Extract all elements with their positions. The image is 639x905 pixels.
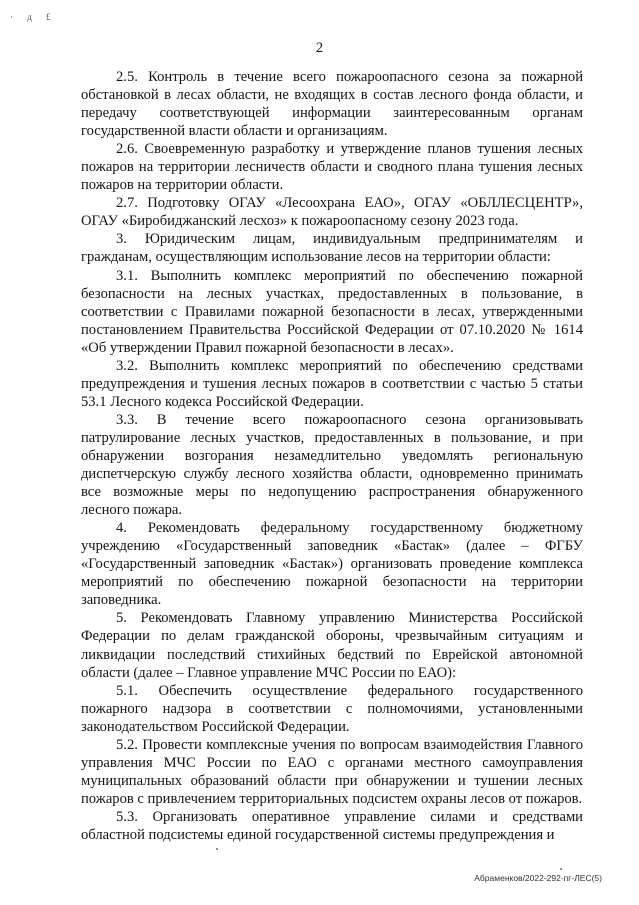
- scan-speck: [216, 848, 218, 850]
- page-number: 2: [315, 40, 324, 56]
- paragraph-5: 5. Рекомендовать Главному управлению Министерства Российской Федерации по делам гражданской обороны, чрезвычайным ситуациям и ликвидации последствий стихийных бедствий по Еврейской автономной области (далее – Главное управление МЧС России по ЕАО):: [81, 610, 583, 681]
- footer-document-reference: Абраменков/2022-292-пг-ЛЕС(5): [474, 873, 602, 883]
- paragraph-3-1: 3.1. Выполнить комплекс мероприятий по обеспечению пожарной безопасности на лесных участках, предоставленных в пользование, в соответствии с Правилами пожарной безопасности в лесах, утвержденными постановлением Правительства Российской Федерации от 07.10.2020 № 1614 «Об утверждении Правил пожарной безопасности в лесах».: [81, 267, 583, 356]
- paragraph-3-2: 3.2. Выполнить комплекс мероприятий по обеспечению средствами предупреждения и тушения лесных пожаров в соответствии с частью 5 статьи 53.1 Лесного кодекса Российской Федерации.: [81, 357, 583, 410]
- paragraph-2-5: 2.5. Контроль в течение всего пожароопасного сезона за пожарной обстановкой в лесах области, не входящих в состав лесного фонда области, и передачу соответствующей информации заинтересованным органам государственной власти области и организациям.: [81, 69, 583, 140]
- paragraph-5-1: 5.1. Обеспечить осуществление федерального государственного пожарного надзора в соответствии с полномочиями, установленными законодательством Российской Федерации.: [81, 682, 583, 735]
- paragraph-2-7: 2.7. Подготовку ОГАУ «Лесоохрана ЕАО», ОГАУ «ОБЛЛЕСЦЕНТР», ОГАУ «Биробиджанский лесхоз» к пожароопасному сезону 2023 года.: [81, 195, 583, 230]
- paragraph-4: 4. Рекомендовать федеральному государственному бюджетному учреждению «Государственный заповедник «Бастак» (далее – ФГБУ «Государственный заповедник «Бастак») организовать проведение комплекса мероприятий по обеспечению пожарной безопасности на территории заповедника.: [81, 520, 583, 609]
- paragraph-2-6: 2.6. Своевременную разработку и утверждение планов тушения лесных пожаров на территории лесничеств области и сводного плана тушения лесных пожаров на территории области.: [81, 141, 583, 194]
- paragraph-5-2: 5.2. Провести комплексные учения по вопросам взаимодействия Главного управления МЧС России по ЕАО с органами местного самоуправления муниципальных образований области при обнаружении и тушении лесных пожаров с привлечением территориальных подсистем охраны лесов от пожаров.: [81, 736, 583, 807]
- corner-mark: · д £: [10, 12, 57, 22]
- paragraph-5-3: 5.3. Организовать оперативное управление силами и средствами областной подсистемы единой государственной системы предупреждения и: [81, 808, 583, 843]
- paragraph-3: 3. Юридическим лицам, индивидуальным предпринимателям и гражданам, осуществляющим использование лесов на территории области:: [81, 231, 583, 266]
- document-body: [81, 68, 583, 844]
- scan-speck: [560, 868, 562, 870]
- paragraph-3-3: 3.3. В течение всего пожароопасного сезона организовывать патрулирование лесных участков, предоставленных в пользование, и при обнаружении возгорания незамедлительно уведомлять региональную диспетчерскую службу лесного хозяйства области, одновременно принимать все возможные меры по недопущению распространения обнаруженного лесного пожара.: [81, 411, 583, 519]
